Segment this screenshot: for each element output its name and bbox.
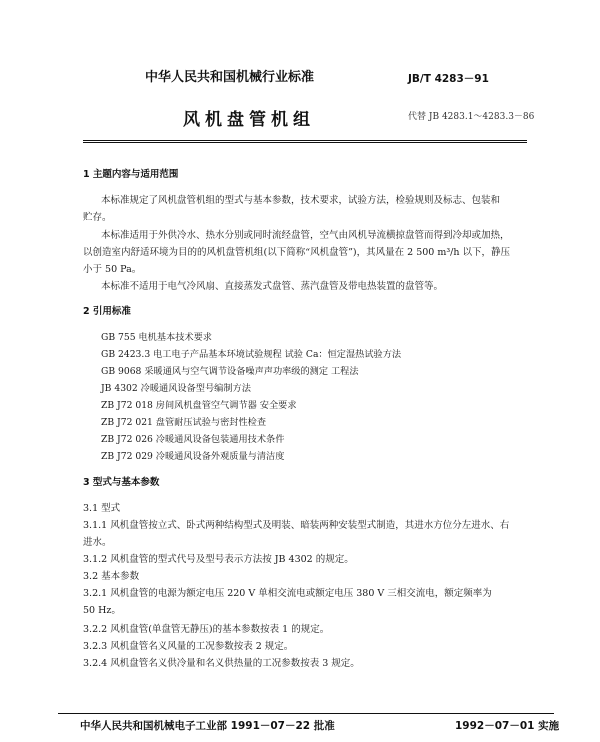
- footer-divider: [58, 713, 554, 714]
- clause-3-2-1-line-2: 50 Hz。: [83, 605, 121, 616]
- section-1-para-2-line-3: 小于 50 Pa。: [83, 264, 142, 275]
- clause-3-1-2: 3.1.2 风机盘管的型式代号及型号表示方法按 JB 4302 的规定。: [83, 554, 354, 565]
- clause-3-1-1-line-1: 3.1.1 风机盘管按立式、卧式两种结构型式及明装、暗装两种安装型式制造，其进水方位分左进水、右: [83, 520, 510, 531]
- reference-item: ZB J72 029 冷暖通风设备外观质量与清洁度: [101, 451, 285, 462]
- standard-name: 中华人民共和国机械行业标准: [145, 70, 315, 85]
- replaces-note: 代替 JB 4283.1～4283.3－86: [408, 112, 535, 122]
- section-1-para-2-line-2: 以创造室内舒适环境为目的的风机盘管机组(以下简称“风机盘管”)，其风量在 2 500 m³/h 以下，静压: [83, 247, 511, 258]
- clause-3-2-3: 3.2.3 风机盘管名义风量的工况参数按表 2 规定。: [83, 641, 294, 652]
- clause-3-2-4: 3.2.4 风机盘管名义供冷量和名义供热量的工况参数按表 3 规定。: [83, 658, 360, 669]
- section-2-heading: 2 引用标准: [83, 306, 131, 317]
- reference-item: GB 2423.3 电工电子产品基本环境试验规程 试验 Ca：恒定湿热试验方法: [101, 349, 402, 360]
- reference-item: GB 9068 采暖通风与空气调节设备噪声声功率级的测定 工程法: [101, 366, 359, 377]
- header-divider: [83, 140, 527, 143]
- approval-note: 中华人民共和国机械电子工业部 1991－07－22 批准: [80, 720, 335, 732]
- section-1-heading: 1 主题内容与适用范围: [83, 169, 179, 180]
- clause-3-1: 3.1 型式: [83, 503, 121, 514]
- effective-date: 1992－07－01 实施: [455, 720, 560, 732]
- reference-item: ZB J72 018 房间风机盘管空气调节器 安全要求: [101, 400, 297, 411]
- document-title: 风机盘管机组: [183, 110, 315, 130]
- standard-code: JB/T 4283－91: [408, 73, 489, 85]
- section-1-para-1-line-1: 本标准规定了风机盘管机组的型式与基本参数，技术要求，试验方法，检验规则及标志、包装和: [101, 195, 501, 206]
- reference-item: JB 4302 冷暖通风设备型号编制方法: [101, 383, 251, 394]
- reference-item: ZB J72 021 盘管耐压试验与密封性检查: [101, 417, 267, 428]
- reference-item: GB 755 电机基本技术要求: [101, 332, 212, 343]
- section-3-heading: 3 型式与基本参数: [83, 477, 160, 488]
- clause-3-1-1-line-2: 进水。: [83, 537, 112, 548]
- clause-3-2-1-line-1: 3.2.1 风机盘管的电源为额定电压 220 V 单相交流电或额定电压 380 V 三相交流电，额定频率为: [83, 588, 492, 599]
- clause-3-2: 3.2 基本参数: [83, 571, 140, 582]
- section-1-para-2-line-1: 本标准适用于外供冷水、热水分别或同时流经盘管，空气由风机导流横掠盘管而得到冷却或加热，: [101, 230, 510, 241]
- section-1-para-1-line-2: 贮存。: [83, 212, 112, 223]
- clause-3-2-2: 3.2.2 风机盘管(单盘管无静压)的基本参数按表 1 的规定。: [83, 624, 330, 635]
- section-1-para-3: 本标准不适用于电气冷风扇、直接蒸发式盘管、蒸汽盘管及带电热装置的盘管等。: [101, 281, 444, 292]
- reference-item: ZB J72 026 冷暖通风设备包装通用技术条件: [101, 434, 285, 445]
